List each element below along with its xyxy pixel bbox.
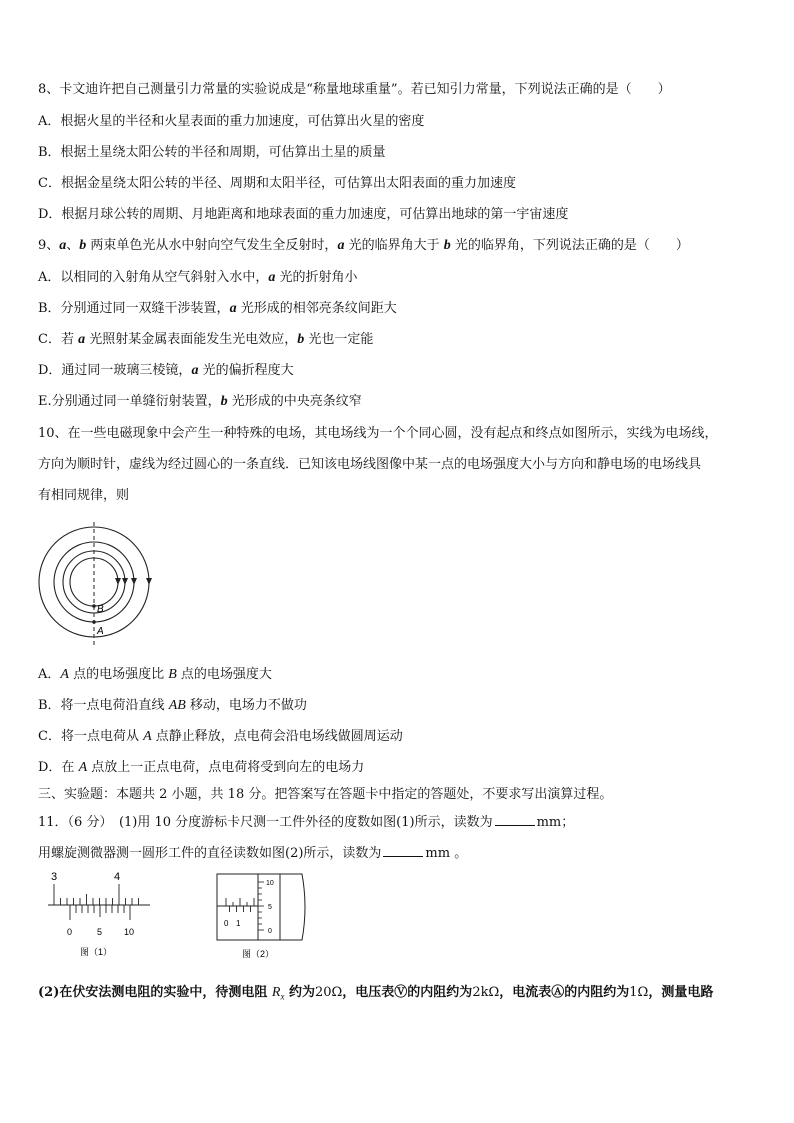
q10-option-a: A．A 点的电场强度比 B 点的电场强度大 [38, 667, 272, 682]
q9-option-c: C．若 a 光照射某金属表面能发生光电效应，b 光也一定能 [38, 332, 374, 347]
point-a [92, 620, 96, 624]
svg-text:3: 3 [51, 871, 58, 883]
svg-text:1: 1 [236, 919, 241, 928]
q8-option-d: D．根据月球公转的周期、月地距离和地球表面的重力加速度，可估算出地球的第一宇宙速度 [38, 207, 569, 222]
sleeve-ticks [226, 898, 254, 912]
point-b [92, 604, 96, 608]
arrow-3 [131, 578, 137, 585]
main-scale-ticks [54, 884, 139, 905]
arrow-outer [146, 578, 152, 585]
answer-blank-1[interactable] [495, 813, 535, 826]
ratchet [280, 874, 305, 940]
label-b: B [97, 604, 104, 615]
q8-stem: 8、卡文迪许把自己测量引力常量的实验说成是“称量地球重量”。若已知引力常量，下列说法正确的是（ ） [38, 82, 671, 97]
svg-text:4: 4 [114, 871, 121, 883]
svg-text:0: 0 [67, 927, 73, 937]
svg-text:0: 0 [224, 919, 229, 928]
svg-text:0: 0 [268, 928, 272, 935]
arrow-inner [115, 578, 121, 585]
q10-stem-line3: 有相同规律，则 [38, 488, 130, 503]
svg-text:10: 10 [124, 927, 135, 937]
q10-option-b: B．将一点电荷沿直线 AB 移动，电场力不做功 [38, 698, 307, 713]
section-3-heading: 三、实验题：本题共 2 小题，共 18 分。把答案写在答题卡中指定的答题处，不要求写出演算过程。 [38, 787, 613, 802]
q10-stem-line1: 10、在一些电磁现象中会产生一种特殊的电场，其电场线为一个个同心圆，没有起点和终点如图所示，实线为电场线， [38, 426, 718, 441]
q10-stem-line2: 方向为顺时针，虚线为经过圆心的一条直线．已知该电场线图像中某一点的电场强度大小与方向和静电场的电场线具 [38, 457, 702, 472]
answer-blank-2[interactable] [383, 844, 423, 857]
q9-option-a: A．以相同的入射角从空气斜射入水中，a 光的折射角小 [38, 270, 358, 285]
q9-stem: 9、a、b 两束单色光从水中射向空气发生全反射时，a 光的临界角大于 b 光的临界角，下列说法正确的是（ ） [38, 238, 689, 253]
svg-text:图（1）: 图（1） [80, 947, 113, 957]
q10-field-figure [36, 520, 156, 650]
q11-part2-line1: (2)在伏安法测电阻的实验中，待测电阻 $R_x$ 约为20Ω，电压表Ⓥ的内阻约为2kΩ，电流表Ⓐ的内阻约为1Ω，测量电路 [38, 985, 714, 1002]
q10-option-d: D．在 A 点放上一正点电荷，点电荷将受到向左的电场力 [38, 760, 365, 775]
q10-option-c: C．将一点电荷从 A 点静止释放，点电荷会沿电场线做圆周运动 [38, 729, 403, 744]
q8-option-b: B．根据土星绕太阳公转的半径和周期，可估算出土星的质量 [38, 145, 386, 160]
q8-option-c: C．根据金星绕太阳公转的半径、周期和太阳半径，可估算出太阳表面的重力加速度 [38, 176, 516, 191]
micrometer-figure [212, 868, 314, 968]
svg-text:5: 5 [268, 904, 272, 911]
q9-option-e: E.分别通过同一单缝衍射装置，b 光形成的中央亮条纹窄 [38, 394, 362, 409]
svg-text:图（2）: 图（2） [242, 949, 275, 959]
q9-option-b: B．分别通过同一双缝干涉装置，a 光形成的相邻亮条纹间距大 [38, 301, 397, 316]
vernier-caliper-figure [44, 868, 154, 968]
q8-option-a: A．根据火星的半径和火星表面的重力加速度，可估算出火星的密度 [38, 114, 425, 129]
arrow-2 [122, 578, 128, 585]
q11-line1: 11．（6 分） (1)用 10 分度游标卡尺测一工件外径的度数如图(1)所示，读数为 mm； [38, 815, 575, 830]
svg-text:5: 5 [97, 927, 103, 937]
svg-text:10: 10 [266, 880, 274, 887]
q11-line2: 用螺旋测微器测一圆形工件的直径读数如图(2)所示，读数为 mm 。 [38, 846, 468, 861]
vernier-scale-ticks [70, 905, 130, 920]
label-a: A [97, 626, 104, 637]
q9-option-d: D．通过同一玻璃三棱镜，a 光的偏折程度大 [38, 363, 294, 378]
